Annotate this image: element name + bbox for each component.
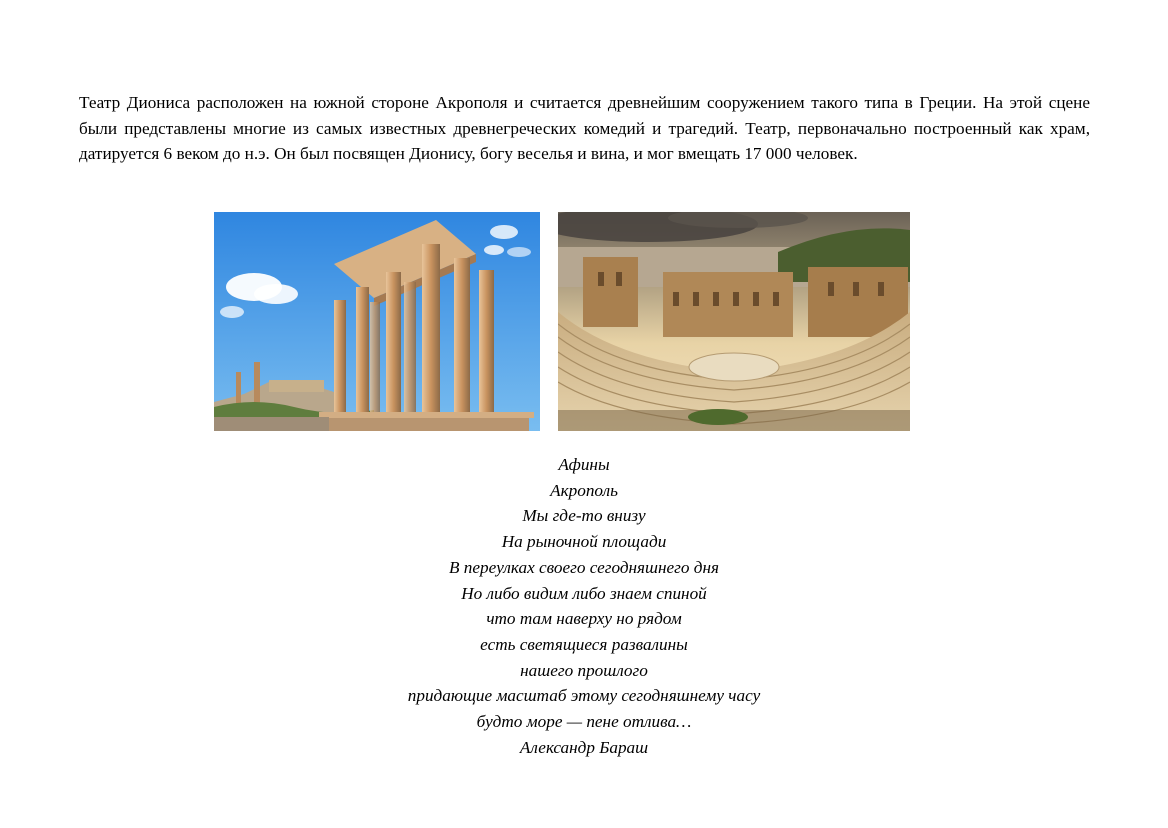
intro-paragraph: Театр Диониса расположен на южной стороне Акрополя и считается древнейшим сооружением такого типа в Греции. На этой сцене были представлены многие из самых известных древнегреческих комедий и трагедий. Театр, первоначально построенный как храм, датируется 6 веком до н.э. Он был посвящен Дионису, богу веселья и вина, и мог вмещать 17 000 человек.	[79, 93, 1090, 164]
poem-line: В переулках своего сегодняшнего дня	[449, 557, 719, 577]
poem-line: На рыночной площади	[501, 532, 667, 552]
poem-line: нашего прошлого	[520, 660, 648, 680]
poem-line: что там наверху но рядом	[486, 609, 682, 629]
odeon-theatre-photo	[558, 212, 910, 431]
poem-author: Александр Бараш	[519, 737, 649, 757]
temple-of-zeus-photo	[214, 212, 540, 431]
poem	[284, 452, 884, 760]
poem-line: Афины	[558, 455, 610, 474]
poem-line: Но либо видим либо знаем спиной	[461, 583, 707, 603]
poem-line: Мы где-то внизу	[522, 506, 646, 526]
poem-line: Акрополь	[550, 480, 618, 500]
poem-line: есть светящиеся развалины	[480, 634, 688, 654]
poem-line: придающие масштаб этому сегодняшнему часу	[407, 686, 761, 706]
poem-line: будто море — пене отлива…	[476, 712, 692, 732]
